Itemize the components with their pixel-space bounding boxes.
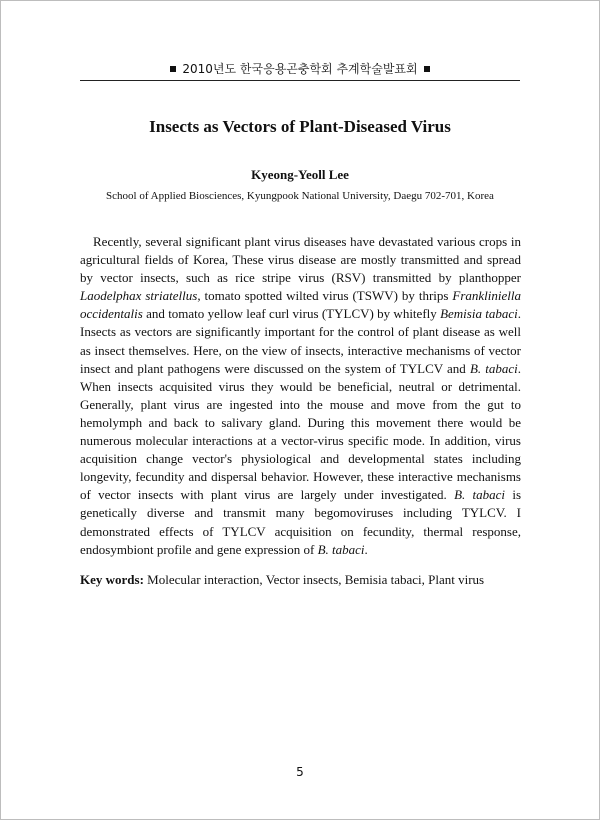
abstract-italic-term: Bemisia tabaci [440,306,518,322]
abstract-italic-term: B. tabaci [469,360,518,376]
square-bullet-icon [170,66,176,72]
abstract-text-segment: Recently, several significant plant virus diseases have devastated various crops in agricultural fields of Korea, These virus disease are mostly transmitted and spread by vector insects, such as rice stripe virus (RSV) transmitted by planthopper [80,234,521,286]
author-affiliation: School of Applied Biosciences, Kyungpook National University, Daegu 702-701, Korea [106,190,494,202]
header-rule [80,80,520,81]
running-header-text: 2010년도 한국응용곤충학회 추계학술발표회 [182,62,418,76]
keywords-label: Key words: [80,572,144,587]
abstract-text-segment: and tomato yellow leaf curl virus (TYLCV) by whitefly [142,306,441,322]
abstract-italic-term: B. tabaci [317,541,365,557]
abstract-text-segment: , tomato spotted wilted virus (TSWV) by thrips [197,288,453,304]
running-header [80,60,520,77]
abstract-text-segment: . [364,541,368,557]
square-bullet-icon [424,66,430,72]
abstract-italic-term: Frankliniella occidentalis [80,288,521,322]
abstract-text-segment: is genetically diverse and transmit many begomoviruses including TYLCV. I demonstrated effects of TYLCV acquisition on fecundity, thermal response, endosymbiont profile and gene expression of [80,487,522,557]
abstract-text-segment: . Insects as vectors are significantly important for the control of plant disease as well as insect themselves. Here, on the view of insects, interactive mechanisms of vector insect and plant pathogens were discussed on the system of TYLCV and [80,306,521,376]
abstract-text-segment: . When insects acquisited virus they would be beneficial, neutral or detrimental. Generally, plant virus are ingested into the mouse and move from the gut to hemolymph and back to salivary gland. During this movement there would be numerous molecular interactions at a vector-virus specific mode. In addition, virus acquisition change vector's physiological and developmental states including longevity, fecundity and dispersal behavior. However, these interactive mechanisms of vector insects with plant virus are largely under investigated. [80,360,522,503]
page-number: 5 [296,765,304,779]
abstract-paragraph [80,233,521,559]
abstract-italic-term: Laodelphax striatellus [80,288,198,304]
keywords-text: Molecular interaction, Vector insects, Bemisia tabaci, Plant virus [143,572,485,587]
abstract-italic-term: B. tabaci [454,487,506,503]
keywords-line [80,571,521,589]
author-name: Kyeong-Yeoll Lee [251,167,349,182]
paper-title: Insects as Vectors of Plant-Diseased Virus [149,117,451,136]
